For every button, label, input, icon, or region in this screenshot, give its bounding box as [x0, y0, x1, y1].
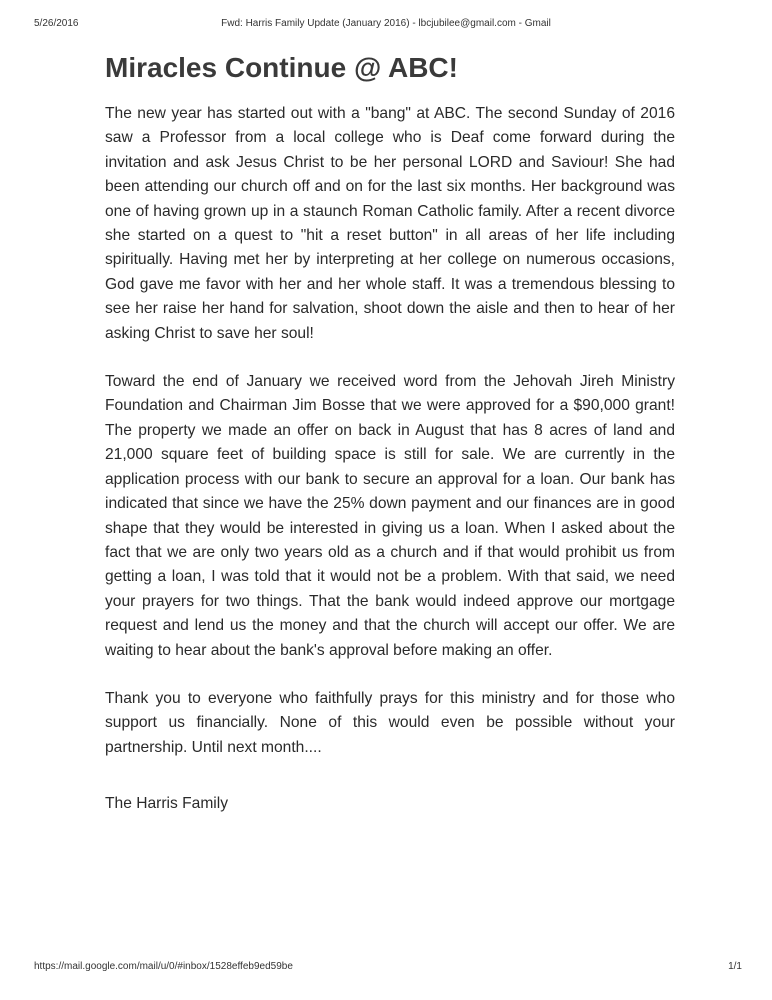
print-date: 5/26/2016	[34, 18, 79, 29]
page-number: 1/1	[728, 961, 742, 972]
print-header	[0, 12, 772, 32]
paragraph-miracle: The new year has started out with a "bang" at ABC. The second Sunday of 2016 saw a Professor from a local college who is Deaf come forward during the invitation and ask Jesus Christ to be her personal LORD and Saviour! She had been attending our church off and on for the last six months. Her background was one of having grown up in a staunch Roman Catholic family. After a recent divorce she started on a quest to "hit a reset button" in all areas of her life including spiritually. Having met her by interpreting at her college on numerous occasions, God gave me favor with her and her whole staff. It was a tremendous blessing to see her raise her hand for salvation, shoot down the aisle and then to hear of her asking Christ to save her soul!	[105, 105, 675, 342]
paragraph-thanks: Thank you to everyone who faithfully prays for this ministry and for those who support us financially. None of this would even be possible without your partnership. Until next month....	[105, 689, 675, 756]
email-body	[105, 48, 675, 816]
signature: The Harris Family	[105, 795, 229, 813]
print-window-title: Fwd: Harris Family Update (January 2016) - lbcjubilee@gmail.com - Gmail	[221, 18, 551, 29]
footer-url[interactable]: https://mail.google.com/mail/u/0/#inbox/1528effeb9ed59be	[34, 961, 293, 972]
paragraph-grant: Toward the end of January we received word from the Jehovah Jireh Ministry Foundation and Chairman Jim Bosse that we were approved for a $90,000 grant! The property we made an offer on back in August that has 8 acres of land and 21,000 square feet of building space is still for sale. We are currently in the application process with our bank to secure an approval for a loan. Our bank has indicated that since we have the 25% down payment and our finances are in good shape that they would be interested in giving us a loan. When I asked about the fact that we are only two years old as a church and if that would prohibit us from getting a loan, I was told that it would not be a problem. With that said, we need your prayers for two things. That the bank would indeed approve our mortgage request and lend us the money and that the church will accept our offer. We are waiting to hear about the bank's approval before making an offer.	[105, 373, 675, 659]
print-footer	[0, 961, 772, 977]
email-title: Miracles Continue @ ABC!	[105, 52, 458, 83]
